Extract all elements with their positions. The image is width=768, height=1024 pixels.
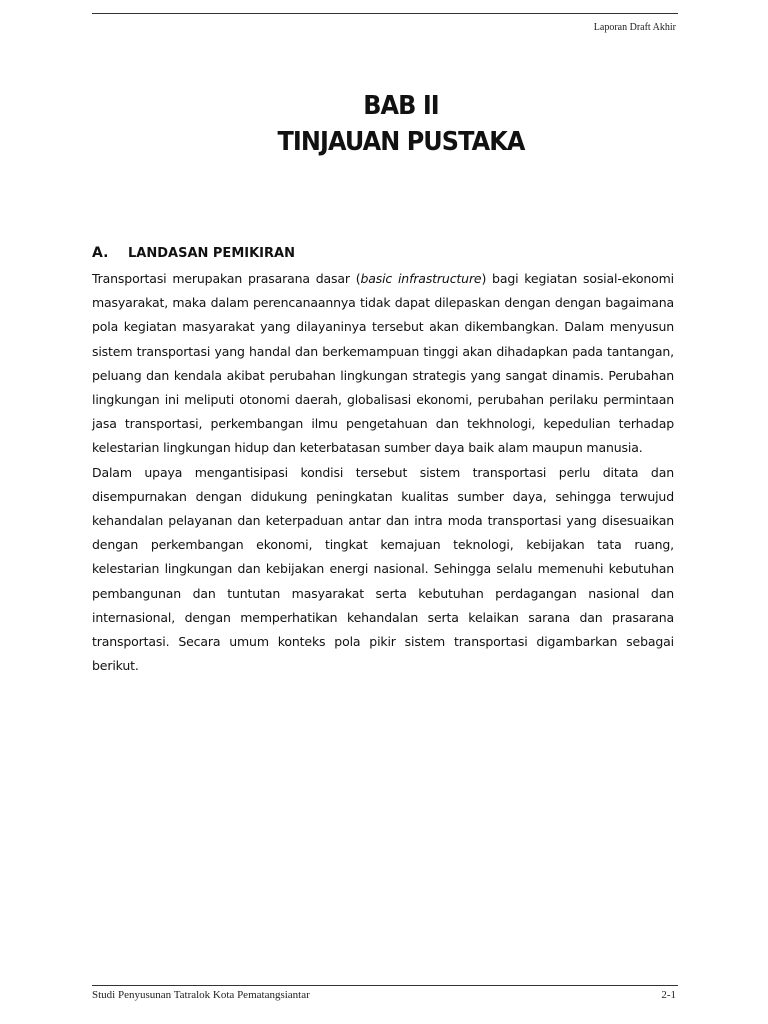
body-text: [92, 267, 674, 678]
paragraph-1: [92, 267, 674, 461]
section-title: LANDASAN PEMIKIRAN: [128, 246, 295, 261]
paragraph-1-rest: ) bagi kegiatan sosial-ekonomi masyarakat, maka dalam perencanaannya tidak dapat dilepaskan dengan dengan bagaimana pola kegiatan masyarakat yang dilayaninya tersebut akan dikembangkan. Dalam menyusun sistem transportasi yang handal dan berkemampuan tinggi akan dihadapkan pada tantangan, peluang dan kendala akibat perubahan lingkungan strategis yang sangat dinamis. Perubahan lingkungan ini meliputi otonomi daerah, globalisasi ekonomi, perubahan perilaku permintaan jasa transportasi, perkembangan ilmu pengetahuan dan tekhnologi, kepedulian terhadap kelestarian lingkungan hidup dan keterbatasan sumber daya baik alam maupun manusia.: [92, 271, 674, 456]
header-rule: [92, 0, 678, 14]
section-heading: [92, 245, 295, 261]
paragraph-2: Dalam upaya mengantisipasi kondisi tersebut sistem transportasi perlu ditata dan disempurnakan dengan didukung peningkatan kualitas sumber daya, sehingga terwujud kehandalan pelayanan dan keterpaduan antar dan intra moda transportasi yang disesuaikan dengan perkembangan ekonomi, tingkat kemajuan teknologi, kebijakan tata ruang, kelestarian lingkungan dan kebijakan energi nasional. Sehingga selalu memenuhi kebutuhan pembangunan dan tuntutan masyarakat serta kebutuhan perdagangan nasional dan internasional, dengan memperhatikan kehandalan serta kelaikan sarana dan prasarana transportasi. Secara umum konteks pola pikir sistem transportasi digambarkan sebagai berikut.: [92, 464, 674, 674]
paragraph-1-italic-term: basic infrastructure: [360, 271, 482, 286]
chapter-number: BAB II: [363, 91, 439, 121]
footer-rule: [92, 985, 678, 986]
footer-document-title: Studi Penyusunan Tatralok Kota Pematangsiantar: [92, 989, 310, 1001]
page-number: 2-1: [661, 989, 676, 1001]
section-letter: A.: [92, 245, 109, 261]
paragraph-1-intro: Transportasi merupakan prasarana dasar (: [92, 271, 361, 286]
chapter-title: TINJAUAN PUSTAKA: [277, 127, 525, 157]
running-header: Laporan Draft Akhir: [593, 22, 676, 33]
chapter-heading: [32, 88, 768, 160]
